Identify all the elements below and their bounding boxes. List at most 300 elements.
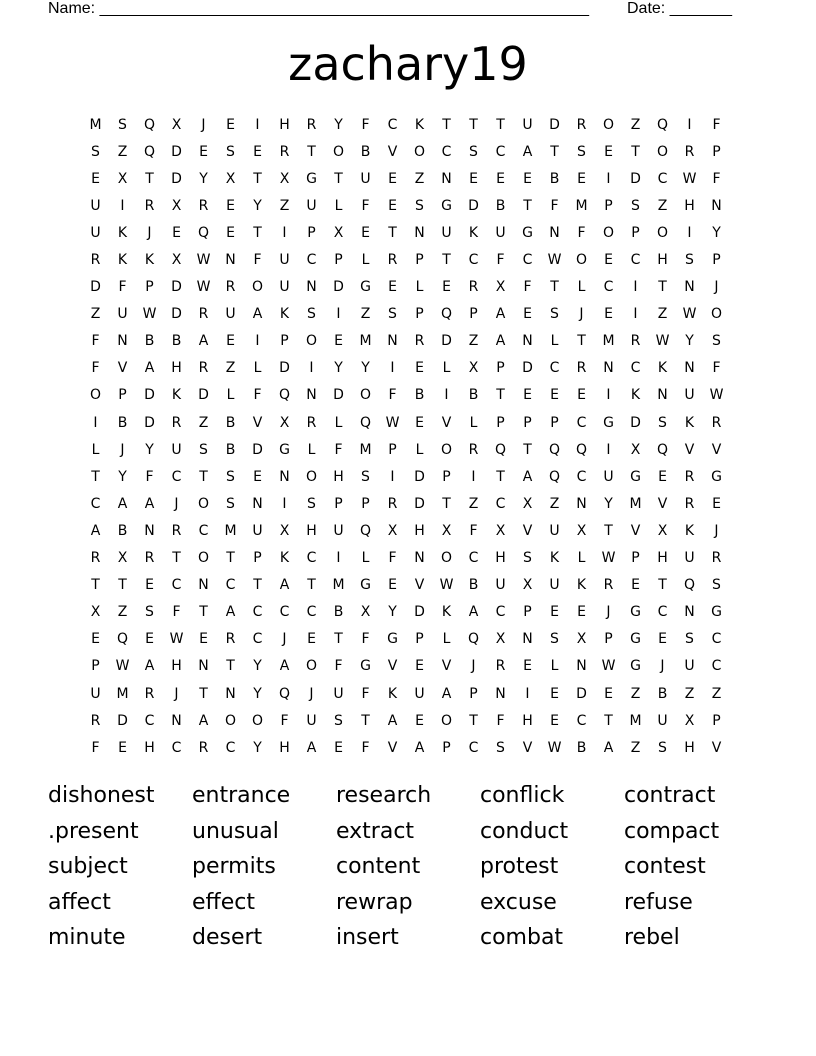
grid-letter: G [387,631,398,648]
grid-letter: W [547,252,562,269]
grid-letter: B [495,197,506,214]
grid-letter: H [144,739,155,756]
grid-letter: E [172,224,181,241]
grid-letter: P [280,333,289,350]
grid-letter: V [684,441,695,458]
grid-letter: P [631,550,640,567]
grid-letter: I [120,197,125,214]
grid-letter: W [709,387,724,404]
word-bank-item: permits [192,854,276,880]
grid-letter: U [90,685,101,702]
grid-letter: T [334,631,343,648]
grid-letter: J [714,279,719,296]
grid-letter: B [468,577,479,594]
grid-letter: E [604,685,613,702]
grid-letter: L [307,441,316,458]
grid-letter: E [550,685,559,702]
grid-letter: A [414,739,425,756]
grid-letter: P [253,550,262,567]
grid-letter: H [657,252,668,269]
grid-letter: L [550,658,559,675]
grid-letter: Y [145,441,154,458]
grid-letter: Y [118,468,127,485]
grid-letter: Q [143,116,156,133]
grid-letter: R [414,333,425,350]
grid-letter: X [171,116,182,133]
grid-letter: T [388,224,397,241]
word-bank-item: .present [48,818,139,844]
grid-letter: Q [197,224,210,241]
grid-letter: C [90,495,101,512]
grid-letter: L [91,441,100,458]
grid-letter: E [631,577,640,594]
grid-letter: F [577,224,586,241]
grid-letter: T [631,143,640,160]
grid-letter: O [602,224,615,241]
grid-letter: E [199,631,208,648]
grid-letter: E [91,170,100,187]
grid-letter: B [576,739,587,756]
grid-letter: D [144,414,155,431]
grid-letter: Q [656,116,669,133]
grid-letter: O [305,333,318,350]
grid-letter: N [441,170,452,187]
grid-letter: O [359,387,372,404]
grid-letter: J [174,685,179,702]
grid-letter: G [360,577,371,594]
grid-letter: C [468,550,479,567]
grid-letter: T [172,550,181,567]
grid-letter: X [360,604,371,621]
grid-letter: K [117,252,128,269]
grid-letter: I [93,414,98,431]
grid-letter: T [307,143,316,160]
grid-letter: I [255,116,260,133]
grid-letter: T [226,550,235,567]
grid-letter: O [656,224,669,241]
date-field[interactable]: Date: _______ [627,0,732,17]
grid-letter: E [415,360,424,377]
grid-letter: U [279,252,290,269]
grid-letter: U [684,550,695,567]
letter-grid [82,111,730,761]
grid-letter: F [712,360,721,377]
word-bank-item: desert [192,925,263,951]
grid-letter: W [115,658,130,675]
grid-letter: M [332,577,345,594]
grid-letter: X [495,631,506,648]
grid-letter: D [252,441,263,458]
grid-letter: B [333,604,344,621]
grid-letter: R [576,360,587,377]
grid-letter: N [198,577,209,594]
grid-letter: F [361,739,370,756]
grid-letter: R [684,468,695,485]
grid-letter: F [361,685,370,702]
grid-letter: K [468,224,479,241]
grid-letter: O [197,495,210,512]
grid-letter: C [144,712,155,729]
grid-letter: N [306,387,317,404]
word-bank-item: extract [336,818,415,844]
grid-letter: C [711,631,722,648]
grid-letter: T [550,143,559,160]
grid-letter: C [657,170,668,187]
grid-letter: V [387,658,398,675]
word-bank-item: rewrap [336,889,413,915]
grid-letter: S [118,116,127,133]
grid-letter: R [468,279,479,296]
grid-letter: Q [116,631,129,648]
grid-letter: X [495,279,506,296]
grid-letter: I [390,468,395,485]
grid-letter: P [523,414,532,431]
grid-letter: Q [143,143,156,160]
grid-letter: A [495,306,506,323]
grid-letter: P [604,631,613,648]
grid-letter: P [442,468,451,485]
grid-letter: F [496,252,505,269]
grid-letter: P [496,360,505,377]
grid-letter: E [550,604,559,621]
grid-letter: D [441,333,452,350]
grid-letter: R [198,360,209,377]
grid-letter: N [684,279,695,296]
grid-letter: R [144,197,155,214]
grid-letter: Z [468,495,479,512]
grid-letter: E [523,658,532,675]
grid-letter: D [171,306,182,323]
word-bank-item: minute [48,925,126,951]
grid-letter: H [414,522,425,539]
grid-letter: T [604,712,613,729]
grid-letter: S [145,604,154,621]
grid-letter: P [118,387,127,404]
grid-letter: N [171,712,182,729]
grid-letter: C [252,604,263,621]
grid-letter: C [711,658,722,675]
grid-letter: H [657,550,668,567]
word-bank-item: contract [624,783,716,809]
grid-letter: M [359,441,372,458]
grid-letter: A [144,495,155,512]
grid-letter: T [226,658,235,675]
grid-letter: C [441,143,452,160]
grid-letter: B [468,387,479,404]
grid-letter: S [226,468,235,485]
grid-letter: R [225,631,236,648]
grid-letter: Z [711,685,722,702]
grid-letter: U [522,116,533,133]
grid-letter: Z [630,116,641,133]
grid-letter: I [309,360,314,377]
grid-letter: R [387,495,398,512]
grid-letter: C [306,604,317,621]
grid-letter: E [226,333,235,350]
grid-letter: T [199,604,208,621]
grid-letter: W [439,577,454,594]
grid-letter: I [687,224,692,241]
grid-letter: U [90,197,101,214]
grid-letter: V [657,495,668,512]
grid-letter: U [252,522,263,539]
grid-letter: D [171,279,182,296]
grid-letter: E [712,495,721,512]
grid-letter: G [630,631,641,648]
word-bank-item: affect [48,889,111,915]
grid-letter: N [414,224,425,241]
grid-letter: M [629,495,642,512]
grid-letter: A [144,360,155,377]
grid-letter: E [388,170,397,187]
grid-letter: X [657,522,668,539]
grid-letter: U [117,306,128,323]
grid-letter: K [684,522,695,539]
grid-letter: D [279,360,290,377]
grid-letter: V [414,577,425,594]
grid-letter: W [196,279,211,296]
grid-letter: S [550,306,559,323]
grid-letter: K [576,577,587,594]
grid-letter: S [685,631,694,648]
grid-letter: J [147,224,152,241]
grid-letter: D [630,414,641,431]
grid-letter: X [522,577,533,594]
grid-letter: W [142,306,157,323]
grid-letter: E [415,712,424,729]
grid-letter: A [117,495,128,512]
grid-letter: F [280,712,289,729]
grid-letter: T [523,197,532,214]
grid-letter: R [171,522,182,539]
grid-letter: F [334,658,343,675]
grid-letter: F [91,739,100,756]
grid-letter: F [712,170,721,187]
grid-letter: E [199,143,208,160]
grid-letter: E [307,631,316,648]
grid-letter: U [684,658,695,675]
grid-letter: R [711,414,722,431]
grid-letter: K [684,414,695,431]
grid-letter: V [522,739,533,756]
grid-letter: Y [388,604,397,621]
grid-letter: C [279,604,290,621]
grid-letter: I [525,685,530,702]
grid-letter: U [549,577,560,594]
grid-letter: L [415,279,424,296]
grid-letter: N [117,333,128,350]
grid-letter: E [523,387,532,404]
grid-letter: X [225,170,236,187]
grid-letter: Q [656,441,669,458]
grid-letter: X [117,170,128,187]
grid-letter: E [523,170,532,187]
grid-letter: A [441,685,452,702]
grid-letter: F [523,279,532,296]
grid-letter: K [279,306,290,323]
grid-letter: C [198,522,209,539]
grid-letter: N [279,468,290,485]
grid-letter: E [226,224,235,241]
grid-letter: Q [359,414,372,431]
grid-letter: T [577,333,586,350]
grid-letter: P [415,252,424,269]
grid-letter: X [171,252,182,269]
grid-letter: O [89,387,102,404]
grid-letter: O [710,306,723,323]
grid-letter: T [91,577,100,594]
grid-letter: X [90,604,101,621]
grid-letter: T [145,170,154,187]
grid-letter: N [198,658,209,675]
grid-letter: R [684,495,695,512]
grid-letter: K [117,224,128,241]
grid-letter: M [89,116,102,133]
grid-letter: O [575,252,588,269]
word-bank-item: research [336,783,432,809]
word-bank-item: compact [624,818,720,844]
grid-letter: I [687,116,692,133]
grid-letter: D [333,279,344,296]
grid-letter: O [305,468,318,485]
grid-letter: T [496,387,505,404]
grid-letter: L [442,631,451,648]
grid-letter: T [334,170,343,187]
name-field[interactable]: Name: _______________________________________________________ [48,0,589,17]
grid-letter: Y [253,658,262,675]
grid-letter: B [171,333,182,350]
grid-letter: E [604,143,613,160]
grid-letter: G [630,604,641,621]
grid-letter: J [120,441,125,458]
grid-letter: E [577,170,586,187]
grid-letter: V [117,360,128,377]
grid-letter: I [633,279,638,296]
grid-letter: S [307,495,316,512]
grid-letter: E [442,279,451,296]
grid-letter: C [630,360,641,377]
word-bank-item: content [336,854,421,880]
grid-letter: C [252,631,263,648]
grid-letter: U [360,170,371,187]
grid-letter: S [658,739,667,756]
grid-letter: G [360,279,371,296]
grid-letter: E [604,252,613,269]
grid-letter: E [334,739,343,756]
grid-letter: T [118,577,127,594]
grid-letter: N [711,197,722,214]
grid-letter: S [712,333,721,350]
grid-letter: X [117,550,128,567]
grid-letter: U [171,441,182,458]
grid-letter: L [253,360,262,377]
grid-letter: J [579,306,584,323]
grid-letter: W [682,170,697,187]
word-bank-item: excuse [480,889,557,915]
grid-letter: L [334,414,343,431]
grid-letter: U [495,224,506,241]
grid-letter: L [361,252,370,269]
grid-letter: R [711,550,722,567]
grid-letter: E [415,414,424,431]
grid-letter: T [307,577,316,594]
grid-letter: Z [657,197,668,214]
grid-letter: Y [253,197,262,214]
grid-letter: C [468,252,479,269]
grid-letter: D [468,197,479,214]
grid-letter: F [91,333,100,350]
word-bank-item: dishonest [48,783,155,809]
grid-letter: P [712,252,721,269]
grid-letter: I [255,333,260,350]
grid-letter: Q [548,441,561,458]
grid-letter: S [550,631,559,648]
grid-letter: Y [199,170,208,187]
grid-letter: O [413,143,426,160]
grid-letter: J [309,685,314,702]
grid-letter: C [225,577,236,594]
grid-letter: A [252,306,263,323]
grid-letter: F [388,387,397,404]
grid-letter: E [388,197,397,214]
grid-letter: S [361,468,370,485]
grid-letter: D [576,685,587,702]
grid-letter: X [576,631,587,648]
grid-letter: E [145,577,154,594]
grid-letter: T [604,522,613,539]
grid-letter: O [440,712,453,729]
grid-letter: T [658,577,667,594]
grid-letter: P [523,604,532,621]
grid-letter: Q [278,685,291,702]
grid-letter: O [305,658,318,675]
puzzle-title: zachary19 [288,37,528,91]
word-bank-item: rebel [624,925,680,951]
grid-letter: X [684,712,695,729]
grid-letter: Z [279,197,290,214]
grid-letter: U [441,224,452,241]
grid-letter: Z [117,604,128,621]
grid-letter: S [631,197,640,214]
grid-letter: H [171,658,182,675]
grid-letter: O [656,143,669,160]
grid-letter: D [414,468,425,485]
grid-letter: P [550,414,559,431]
grid-letter: N [387,333,398,350]
grid-letter: V [387,739,398,756]
grid-letter: U [306,712,317,729]
grid-letter: B [225,414,236,431]
grid-letter: L [469,414,478,431]
word-bank [48,778,768,956]
grid-letter: T [91,468,100,485]
grid-letter: G [630,658,641,675]
grid-letter: V [441,414,452,431]
grid-letter: N [225,252,236,269]
grid-letter: Q [575,441,588,458]
grid-letter: D [171,170,182,187]
grid-letter: A [198,333,209,350]
grid-letter: P [307,224,316,241]
grid-letter: F [550,197,559,214]
word-bank-item: conduct [480,818,569,844]
grid-letter: E [226,197,235,214]
grid-letter: A [144,658,155,675]
grid-letter: A [468,604,479,621]
grid-letter: A [495,333,506,350]
grid-letter: T [469,116,478,133]
grid-letter: D [333,387,344,404]
